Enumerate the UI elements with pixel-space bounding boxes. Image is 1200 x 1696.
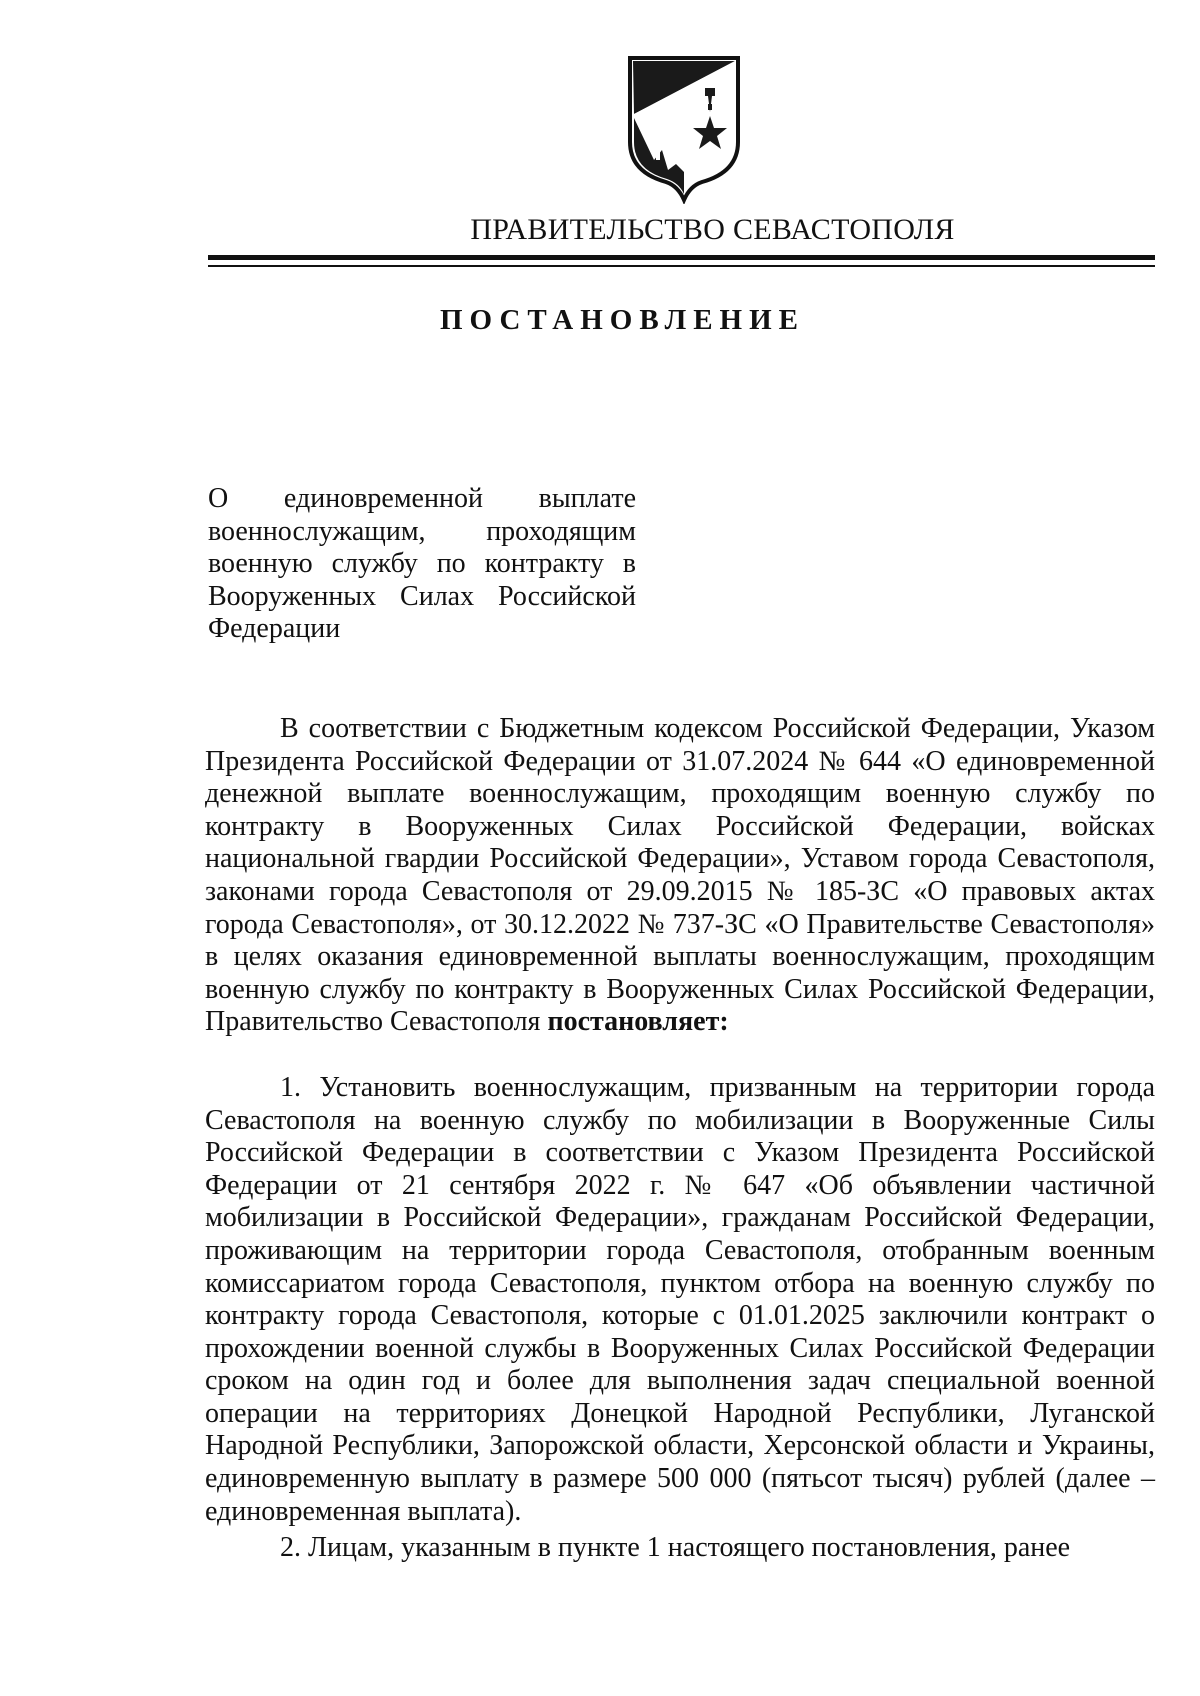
preamble-paragraph — [205, 713, 1155, 1039]
organization-title: ПРАВИТЕЛЬСТВО СЕВАСТОПОЛЯ — [470, 213, 955, 246]
document-body — [205, 713, 1155, 1565]
preamble-text: В соответствии с Бюджетным кодексом Российской Федерации, Указом Президента Российской Федерации от 31.07.2024 № 644 «О единовременной денежной выплате военнослужащим, проходящим военную службу по контракту в Вооруженных Силах Российской Федерации, войсках национальной гвардии Российской Федерации», Уставом города Севастополя, законами города Севастополя от 29.09.2015 № 185-ЗС «О правовых актах города Севастополя», от 30.12.2022 № 737-ЗС «О Правительстве Севастополя» в целях оказания единовременной выплаты военнослужащим, проходящим военную службу по контракту в Вооруженных Силах Российской Федерации, Правительство Севастополя — [205, 713, 1155, 1038]
coat-of-arms-icon — [624, 54, 744, 204]
document-subject: О единовременной выплате военнослужащим, проходящим военную службу по контракту в Вооруженных Силах Российской Федерации — [208, 483, 636, 644]
resolves-word: постановляет: — [547, 1006, 729, 1038]
header-divider-thin — [208, 265, 1155, 267]
item-paragraph-2: 2. Лицам, указанным в пункте 1 настоящего постановления, ранее — [280, 1532, 1071, 1564]
item-paragraph-1: 1. Установить военнослужащим, призванным на территории города Севастополя на военную службу по мобилизации в Вооруженные Силы Российской Федерации в соответствии с Указом Президента Российской Федерации от 21 сентября 2022 г. № 647 «Об объявлении частичной мобилизации в Российской Федерации», гражданам Российской Федерации, проживающим на территории города Севастополя, отобранным военным комиссариатом города Севастополя, пунктом отбора на военную службу по контракту города Севастополя, которые с 01.01.2025 заключили контракт о прохождении военной службы в Вооруженных Силах Российской Федерации сроком на один год и более для выполнения задач специальной военной операции на территориях Донецкой Народной Республики, Луганской Народной Республики, Запорожской области, Херсонской области и Украины, единовременную выплату в размере 500 000 (пятьсот тысяч) рублей (далее – единовременная выплата). — [205, 1071, 1155, 1527]
document-type-heading: ПОСТАНОВЛЕНИЕ — [439, 304, 805, 336]
header-divider-thick — [208, 255, 1155, 260]
